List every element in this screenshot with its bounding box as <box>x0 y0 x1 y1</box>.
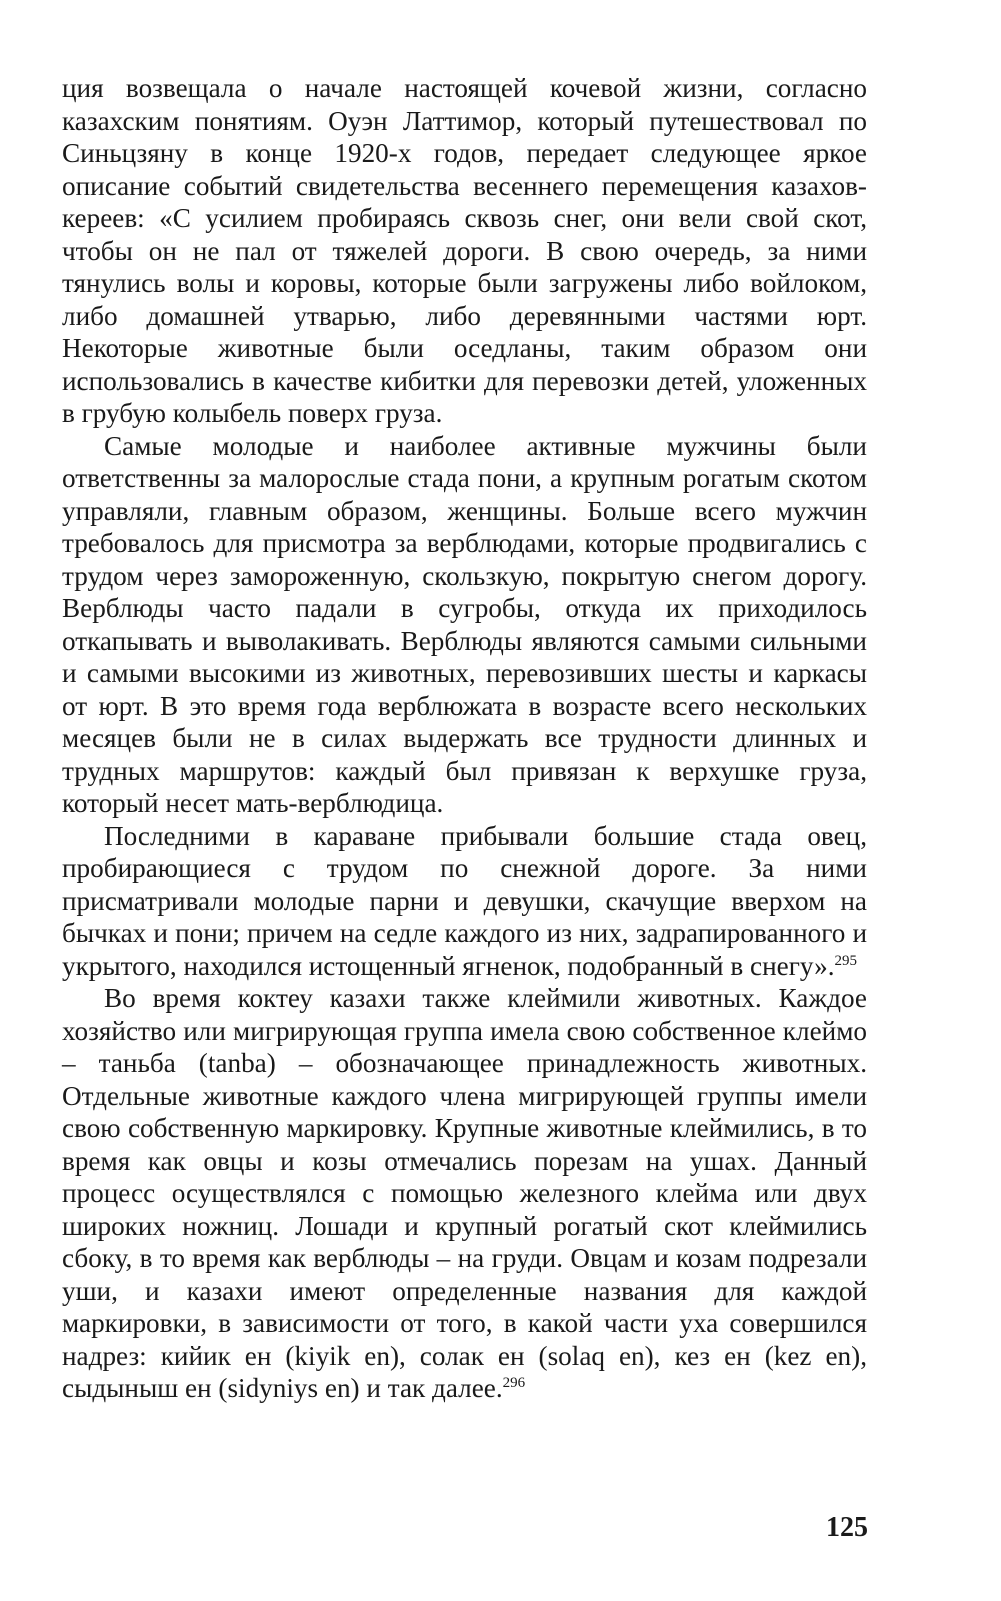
paragraph-4 <box>62 982 867 1405</box>
footnote-ref-295: 295 <box>834 952 858 969</box>
paragraph-1 <box>62 72 867 430</box>
paragraph-4-text: Во время коктеу казахи также клеймили животных. Каждое хозяйство или мигрирующая группа имела свою собственное клеймо – таньба (tanba) – обозначающее принадлежность животных. Отдельные животные каждого члена мигрирующей группы имели свою собственную маркировку. Крупные животные клеймились, в то время как овцы и козы отмечались порезам на ушах. Данный процесс осуществлялся с помощью железного клейма или двух широких ножниц. Лошади и крупный рогатый скот клеймились сбоку, в то время как верблюды – на груди. Овцам и козам подрезали уши, и казахи имеют определенные названия для каждой маркировки, в зависимости от того, в какой части уха совершился надрез: кийик ен (kiyik en), солак ен (solaq en), кез ен (kez en), сыдыныш ен (sidyniys en) и так далее. <box>62 983 867 1403</box>
paragraph-1-text: ция возвещала о начале настоящей кочевой жизни, согласно казахским понятиям. Оуэн Латтимор, который путешествовал по Синьцзяну в конце 1920-х годов, передает следующее яркое описание событий свидетельства весеннего перемещения казахов-кереев: «С усилием пробираясь сквозь снег, они вели свой скот, чтобы он не пал от тяжелей дороги. В свою очередь, за ними тянулись волы и коровы, которые были загружены либо войлоком, либо домашней утварью, либо деревянными частями юрт. Некоторые животные были оседланы, таким образом они использовались в качестве кибитки для перевозки детей, уложенных в грубую колыбель поверх груза. <box>62 73 867 428</box>
paragraph-3-text: Последними в караване прибывали большие стада овец, пробирающиеся с трудом по снежной дороге. За ними присматривали молодые парни и девушки, скачущие вверхом на бычках и пони; причем на седле каждого из них, задрапированного и укрытого, находился истощенный ягненок, подобранный в снегу». <box>62 820 867 981</box>
footnote-ref-296: 296 <box>502 1374 526 1391</box>
paragraph-2 <box>62 430 867 820</box>
paragraph-2-text: Самые молодые и наиболее активные мужчины были ответственны за малорослые стада пони, а крупным рогатым скотом управляли, главным образом, женщины. Больше всего мужчин требовалось для присмотра за верблюдами, которые продвигались с трудом через замороженную, скользкую, покрытую снегом дорогу. Верблюды часто падали в сугробы, откуда их приходилось откапывать и выволакивать. Верблюды являются самыми сильными и самыми высокими из животных, перевозивших шесты и каркасы от юрт. В это время года верблюжата в возрасте всего нескольких месяцев были не в силах выдержать все трудности длинных и трудных маршрутов: каждый был привязан к верхушке груза, который несет мать-верблюдица. <box>62 430 867 818</box>
page-number: 125 <box>826 1512 868 1543</box>
page-body <box>62 72 867 1405</box>
paragraph-3 <box>62 820 867 983</box>
